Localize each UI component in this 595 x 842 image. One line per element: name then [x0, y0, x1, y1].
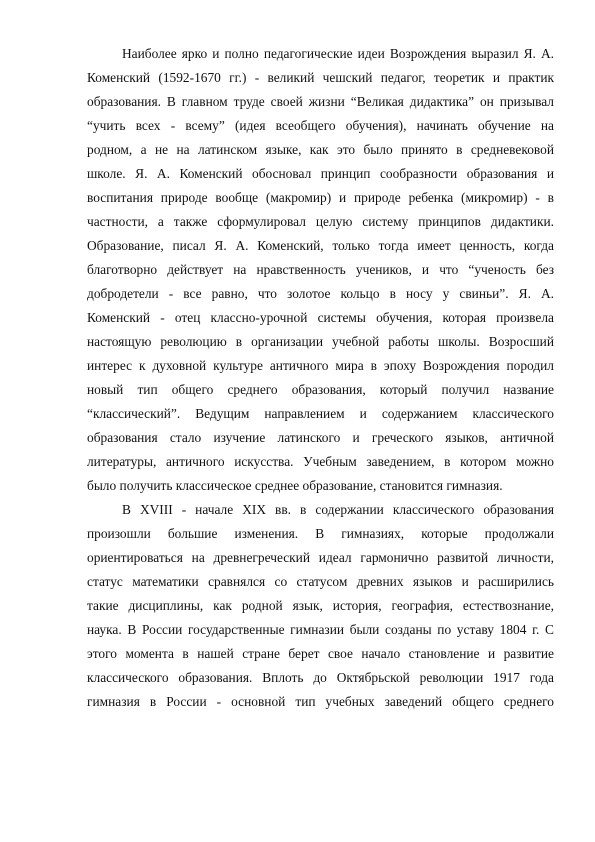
text-line: настоящую революцию в организации учебной работы школы. Возросший [87, 334, 554, 349]
text-line: статус математики сравнялся со статусом древних языков и расширились [87, 574, 554, 589]
text-line: Коменский (1592-1670 гг.) - великий чешский педагог, теоретик и практик [87, 70, 554, 85]
text-line: Наиболее ярко и полно педагогические идеи Возрождения выразил Я. А. [122, 46, 554, 61]
text-line: интерес к духовной культуре античного мира в эпоху Возрождения породил [87, 358, 554, 373]
text-line: наука. В России государственные гимназии были созданы по уставу 1804 г. С [87, 622, 554, 637]
text-line: добродетели - все равно, что золотое кольцо в носу у свиньи”. Я. А. [87, 286, 554, 301]
text-line: воспитания природе вообще (макромир) и природе ребенка (микромир) - в [87, 190, 554, 205]
text-line: этого момента в нашей стране берет свое начало становление и развитие [87, 646, 554, 661]
text-line: “классический”. Ведущим направлением и содержанием классического [87, 406, 554, 421]
document-page [87, 42, 554, 714]
text-line: ориентироваться на древнегреческий идеал гармонично развитой личности, [87, 550, 554, 565]
text-line: образования. В главном труде своей жизни “Великая дидактика” он призывал [87, 94, 554, 109]
text-line: было получить классическое среднее образование, становится гимназия. [87, 478, 503, 493]
text-line: Образование, писал Я. А. Коменский, только тогда имеет ценность, когда [87, 238, 554, 253]
text-line: классического образования. Вплоть до Октябрьской революции 1917 года [87, 670, 554, 685]
paragraph-comenius [87, 42, 554, 498]
text-line: родном, а не на латинском языке, как это было принято в средневековой [87, 142, 554, 157]
text-line: В XVIII - начале XIX вв. в содержании классического образования [122, 502, 554, 517]
text-line: образования стало изучение латинского и греческого языков, античной [87, 430, 554, 445]
text-line: гимназия в России - основной тип учебных заведений общего среднего [87, 694, 554, 709]
text-line: частности, а также сформулировал целую систему принципов дидактики. [87, 214, 554, 229]
text-line: благотворно действует на нравственность учеников, и что “ученость без [87, 262, 554, 277]
text-line: школе. Я. А. Коменский обосновал принцип сообразности образования и [87, 166, 554, 181]
text-line: Коменский - отец классно-урочной системы обучения, которая произвела [87, 310, 554, 325]
text-line: новый тип общего среднего образования, который получил название [87, 382, 554, 397]
paragraph-classical-education [87, 498, 554, 714]
text-line: “учить всех - всему” (идея всеобщего обучения), начинать обучение на [87, 118, 554, 133]
text-line: такие дисциплины, как родной язык, история, география, естествознание, [87, 598, 554, 613]
text-line: произошли большие изменения. В гимназиях, которые продолжали [87, 526, 554, 541]
text-line: литературы, античного искусства. Учебным заведением, в котором можно [87, 454, 554, 469]
